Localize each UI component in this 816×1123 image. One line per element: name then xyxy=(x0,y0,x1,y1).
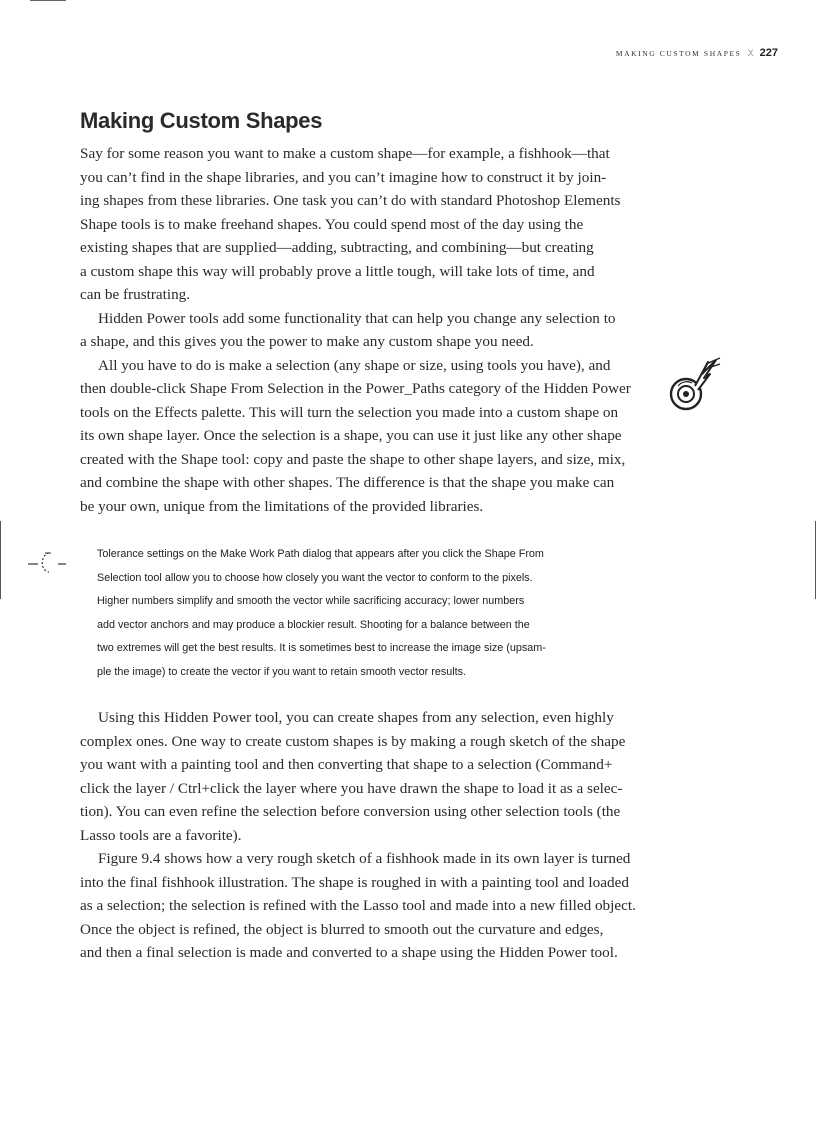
note-line: Selection tool allow you to choose how closely you want the vector to conform to the pixels. xyxy=(97,571,533,584)
text-line: tools on the Effects palette. This will turn the selection you made into a custom shape on xyxy=(80,403,619,421)
text-line: Lasso tools are a favorite). xyxy=(80,826,242,844)
page-number: 227 xyxy=(759,47,778,59)
text-line: click the layer / Ctrl+click the layer where you have drawn the shape to load it as a selec- xyxy=(80,779,623,797)
text-line: you can’t find in the shape libraries, and you can’t imagine how to construct it by join- xyxy=(80,168,607,186)
text-line: then double-click Shape From Selection in the Power_Paths category of the Hidden Power xyxy=(80,380,631,397)
paragraph-1 xyxy=(80,142,640,307)
note-line: Tolerance settings on the Make Work Path dialog that appears after you click the Shape From xyxy=(97,548,544,560)
text-line: a custom shape this way will probably prove a little tough, will take lots of time, and xyxy=(80,262,595,280)
text-line: can be frustrating. xyxy=(80,286,191,303)
paragraph-2 xyxy=(80,307,640,354)
text-line: existing shapes that are supplied—adding, subtracting, and combining—but creating xyxy=(80,239,594,256)
body-text-top xyxy=(80,142,640,518)
crop-mark-left xyxy=(0,521,1,599)
section-heading: Making Custom Shapes xyxy=(80,108,323,133)
text-line: and combine the shape with other shapes. The difference is that the shape you make can xyxy=(80,474,615,491)
running-head xyxy=(616,47,778,59)
top-rule xyxy=(30,0,66,1)
text-line: Shape tools is to make freehand shapes. You could spend most of the day using the xyxy=(80,215,584,233)
text-line: All you have to do is make a selection (any shape or size, using tools you have), and xyxy=(98,356,611,374)
paragraph-5 xyxy=(80,847,640,965)
running-head-separator: Ⅹ xyxy=(747,48,754,58)
paragraph-3 xyxy=(80,354,640,519)
note-line: ple the image) to create the vector if you want to retain smooth vector results. xyxy=(97,665,467,678)
text-line: Say for some reason you want to make a custom shape—for example, a fishhook—that xyxy=(80,145,610,162)
text-line: tion). You can even refine the selection before conversion using other selection tools (the xyxy=(80,803,621,820)
text-line: Hidden Power tools add some functionality that can help you change any selection to xyxy=(98,309,616,327)
text-line: you want with a painting tool and then converting that shape to a selection (Command+ xyxy=(80,756,613,773)
hidden-power-cd-lightning-icon xyxy=(664,356,724,414)
text-line: a shape, and this gives you the power to make any custom shape you need. xyxy=(80,333,534,350)
note-line: two extremes will get the best results. It is sometimes best to increase the image size (upsam- xyxy=(97,642,546,655)
text-line: complex ones. One way to create custom shapes is by making a rough sketch of the shape xyxy=(80,732,626,750)
text-line: be your own, unique from the limitations of the provided libraries. xyxy=(80,497,484,515)
note-line: add vector anchors and may produce a blockier result. Shooting for a balance between the xyxy=(97,618,530,631)
text-line: Figure 9.4 shows how a very rough sketch of a fishhook made in its own layer is turned xyxy=(98,850,631,867)
note-line: Higher numbers simplify and smooth the vector while sacrificing accuracy; lower numbers xyxy=(97,595,525,608)
text-line: and then a final selection is made and converted to a shape using the Hidden Power tool. xyxy=(80,944,618,961)
paragraph-4 xyxy=(80,706,640,847)
text-line: into the final fishhook illustration. The shape is roughed in with a painting tool and loaded xyxy=(80,873,629,891)
text-line: as a selection; the selection is refined with the Lasso tool and made into a new filled object. xyxy=(80,897,636,914)
text-line: Once the object is refined, the object is blurred to smooth out the curvature and edges, xyxy=(80,920,604,938)
note-marker-icon xyxy=(28,549,68,575)
text-line: ing shapes from these libraries. One task you can’t do with standard Photoshop Elements xyxy=(80,192,621,209)
running-head-title: MAKING CUSTOM SHAPES xyxy=(615,49,742,58)
tolerance-note xyxy=(97,543,617,685)
text-line: its own shape layer. Once the selection is a shape, you can use it just like any other shape xyxy=(80,427,622,444)
text-line: Using this Hidden Power tool, you can create shapes from any selection, even highly xyxy=(98,709,614,726)
body-text-bottom xyxy=(80,706,640,965)
text-line: created with the Shape tool: copy and paste the shape to other shape layers, and size, mix, xyxy=(80,450,626,468)
